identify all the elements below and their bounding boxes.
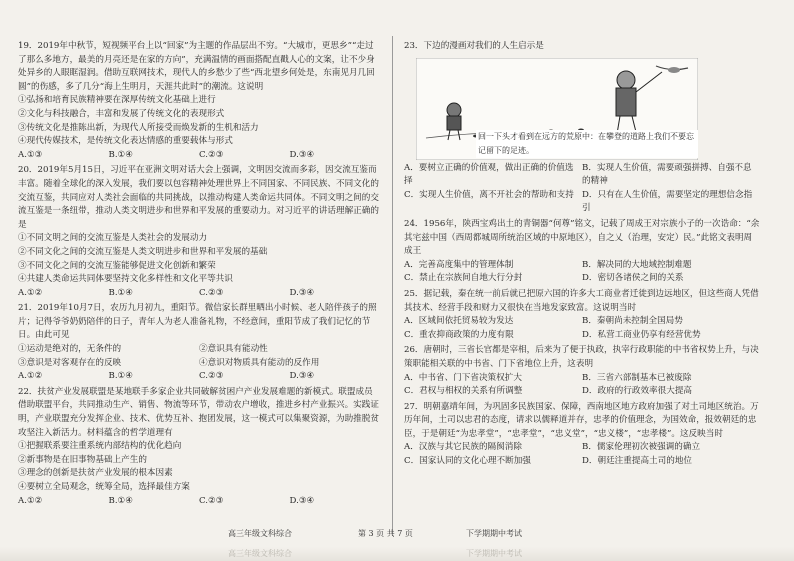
option-a: A．区域间依托贸易较为发达: [404, 316, 514, 327]
option-d: D．朝廷注重提高土司的地位: [582, 456, 693, 467]
statement-item: ②意识具有能动性: [199, 344, 268, 355]
statement-item: ④要树立全局观念，统筹全局，选择最佳方案: [18, 482, 190, 492]
option-c: C．重农抑商政策的力度有限: [404, 329, 514, 340]
answer-options: [404, 372, 760, 399]
option-a: A．完善高度集中的管理体制: [404, 259, 514, 270]
question-21: [18, 302, 380, 384]
answer-options: [404, 259, 760, 286]
option-c: C．国家认同的文化心理不断加强: [404, 456, 531, 467]
option-c: C．君权与相权的关系有所调整: [404, 386, 523, 397]
answer-options: [404, 441, 760, 468]
statement-item: ②不同文化之间的交流互鉴是人类文明进步和世界和平发展的基础: [18, 246, 268, 257]
question-22: [18, 386, 380, 508]
answer-options: [404, 162, 760, 216]
option-d: D．私营工商业仍享有经营优势: [582, 329, 701, 340]
statement-item: ①不同文明之间的交流互鉴是人类社会的发展动力: [18, 233, 208, 244]
option-b: B．解决同的大地域控制难题: [582, 259, 692, 270]
option-a: A.①②: [18, 495, 43, 506]
bleed-text-left: 高三年级文科综合: [228, 549, 292, 558]
question-stem: 27．明朝嘉靖年间，为巩固多民族国家、保障，西南地区地方政府加强了对土司地区统治。万历年间，土司以忠君的态度，请求以儒释道并存，忠孝的价值理念，为国效命，报效朝廷的忠臣，于是朝廷“为忠孝堂”，“忠孝堂”，“忠义堂”，“忠义楼”，“忠孝楼”。这反映当时: [404, 401, 759, 439]
option-c: C.②③: [199, 495, 224, 506]
question-stem: 22．扶贫产业发展联盟是某地联手多家企业共同破解贫困户产业发展难题的新模式。联盟成员借助联盟平台，共同推动生产、销售、物流等环节，带动农户增收，推进乡村产业振兴。实践证明，产业联盟充分发挥企业、技术、优势互补、抱团发展，这一模式可以集聚资源，为助推脱贫攻坚注入新活力。材料蕴含的哲学道理有: [18, 386, 379, 438]
left-column: [18, 40, 380, 510]
option-d: D.③④: [289, 371, 315, 382]
option-b: B.①④: [108, 495, 133, 506]
option-c: C.②③: [199, 287, 224, 298]
option-a: A.①③: [18, 149, 43, 160]
statement-item: ③理念的创新是扶贫产业发展的根本因素: [18, 468, 173, 479]
next-page-bleed: [0, 547, 794, 561]
option-b: B．三省六部制基本已被废除: [582, 372, 692, 383]
option-c: C．实现人生价值，离不开社会的帮助和支持: [404, 189, 574, 200]
answer-options: [18, 370, 380, 384]
question-stem: 20．2019年5月15日，习近平在亚洲文明对话大会上强调，文明因交流而多彩，因交流互鉴而丰富。随着全球化的深入发展，我们要以包容精神处理世界上不同国家、不同民族、不同文化的交流互鉴，共同应对人类社会面临的共同挑战，以推动构建人类命运共同体。不同文明之间的交流互鉴是一条纽带，推动人类文明进步和世界和平发展的重要动力。对习近平的讲话理解正确的是: [18, 165, 379, 230]
right-column: [404, 40, 760, 471]
answer-options: [18, 287, 380, 301]
option-d: D.③④: [289, 287, 315, 298]
option-d: D．政府的行政效率很大提高: [582, 386, 693, 397]
statement-item: ②文化与科技融合，丰富和发展了传统文化的表现形式: [18, 108, 225, 119]
option-d: D.③④: [289, 495, 315, 506]
statement-item: ④意识对物质具有能动的反作用: [199, 357, 320, 368]
statement-items: [18, 343, 380, 370]
option-a: A．汉族与其它民族的隔阂消除: [404, 442, 522, 453]
option-d: D．密切各诸侯之间的关系: [582, 273, 684, 284]
statement-item: ④现代传媒技术，是传统文化表达情感的重要载体与形式: [18, 136, 233, 147]
option-b: B．实现人生价值，需要顽强拼搏、自强不息的精神: [582, 162, 752, 187]
option-b: B.①④: [108, 149, 133, 160]
question-stem: 24．1956年，陕西宝鸡出土的青铜器“何尊”铭文，记载了周成王对宗族小子的一次诰命：“余其宅兹中国（西周都城周所统治区域的中原地区），自之乂（治理，安定）民。”此铭文表明周成王: [404, 218, 760, 257]
option-d: D．只有在人生价值，需要坚定的理想信念指引: [582, 189, 753, 214]
statement-item: ①把握联系要注重系统内部结构的优化趋向: [18, 441, 182, 452]
answer-options: [404, 315, 760, 342]
question-23: [404, 40, 760, 216]
option-c: C.②③: [199, 371, 224, 382]
answer-options: [18, 495, 380, 509]
option-b: B．秦朝尚未控制全国局势: [582, 316, 683, 327]
question-19: [18, 40, 380, 162]
question-27: [404, 401, 760, 469]
option-b: B.①④: [108, 371, 133, 382]
option-a: A．中书省、门下省决策权扩大: [404, 372, 522, 383]
option-b: B．儒家伦理初次被强调的确立: [582, 442, 701, 453]
question-26: [404, 344, 760, 398]
option-b: B.①④: [108, 287, 133, 298]
cartoon-illustration: [416, 58, 698, 160]
answer-options: [18, 149, 380, 163]
option-a: A.①②: [18, 287, 43, 298]
option-c: C．禁止在宗族间自地大行分封: [404, 273, 523, 284]
statement-item: ③传统文化是推陈出新，为现代人所接受而焕发新的生机和活力: [18, 122, 259, 133]
footer-exam-name: 下学期期中考试: [466, 529, 522, 538]
cartoon-caption: 回一下头才看到在远方的荒原中：在攀登的道路上我们不要忘记留下的足迹。: [476, 130, 698, 157]
question-stem: 25．据记载，秦在统一前后就已把原六国的许多大工商业者迁徙到边远地区，但这些商人凭借其技术、经营手段和财力又很快在当地发家致富。这说明当时: [404, 288, 759, 313]
option-a: A．要树立正确的价值观，做出正确的价值选择: [404, 162, 574, 187]
statement-item: ①运动是绝对的，无条件的: [18, 344, 122, 355]
footer-subject: 高三年级文科综合: [228, 529, 292, 538]
statement-item: ③意识是对客观存在的反映: [18, 357, 122, 368]
question-25: [404, 288, 760, 342]
footer-page-number: 第 3 页 共 7 页: [358, 529, 413, 538]
statement-item: ①弘扬和培育民族精神要在深厚传统文化基础上进行: [18, 95, 216, 106]
option-a: A.①②: [18, 371, 43, 382]
statement-item: ②新事物是在旧事物基础上产生的: [18, 454, 147, 465]
bleed-text-right: 下学期期中考试: [466, 549, 522, 558]
question-stem: 26．唐朝时，三省长官都是宰相，后来为了便于执政，执宰行政职能的中书省权势上升，与决策职能相关联的中书省、门下省地位上升，这表明: [404, 345, 759, 369]
question-stem: 21．2019年10月7日，农历九月初九，重阳节。微信家长群里晒出小时候、老人陪伴孩子的照片；记得爷爷奶奶陪伴的日子，青年人为老人准备礼物，不经意间，重阳节成了我们记忆的节日。由此可见: [18, 303, 377, 341]
option-c: C.②③: [199, 149, 224, 160]
question-20: [18, 164, 380, 300]
question-stem: 23．下边的漫画对我们的人生启示是: [404, 41, 544, 51]
statement-item: ③不同文化之间的交流互鉴能够促进文化创新和繁荣: [18, 260, 216, 271]
question-stem: 19．2019年中秋节，短视频平台上以“回家”为主题的作品层出不穷。“大城市，更思乡”“走过了那么多地方，最美的月亮还是在家的方向”，充满温情的画面搭配直戳人心的文案，让不少身处异乡的人眼眶湿润。借助互联网技术，现代人的乡愁少了些“西北望乡何处是，东南见月几回圆”的伤感，多了几分“海上生明月，天涯共此时”的潮流。这说明: [18, 41, 375, 92]
question-24: [404, 218, 760, 286]
column-divider: [392, 36, 393, 536]
statement-item: ④共建人类命运共同体要坚持文化多样性和文化平等共识: [18, 274, 233, 285]
option-d: D.③④: [289, 149, 315, 160]
